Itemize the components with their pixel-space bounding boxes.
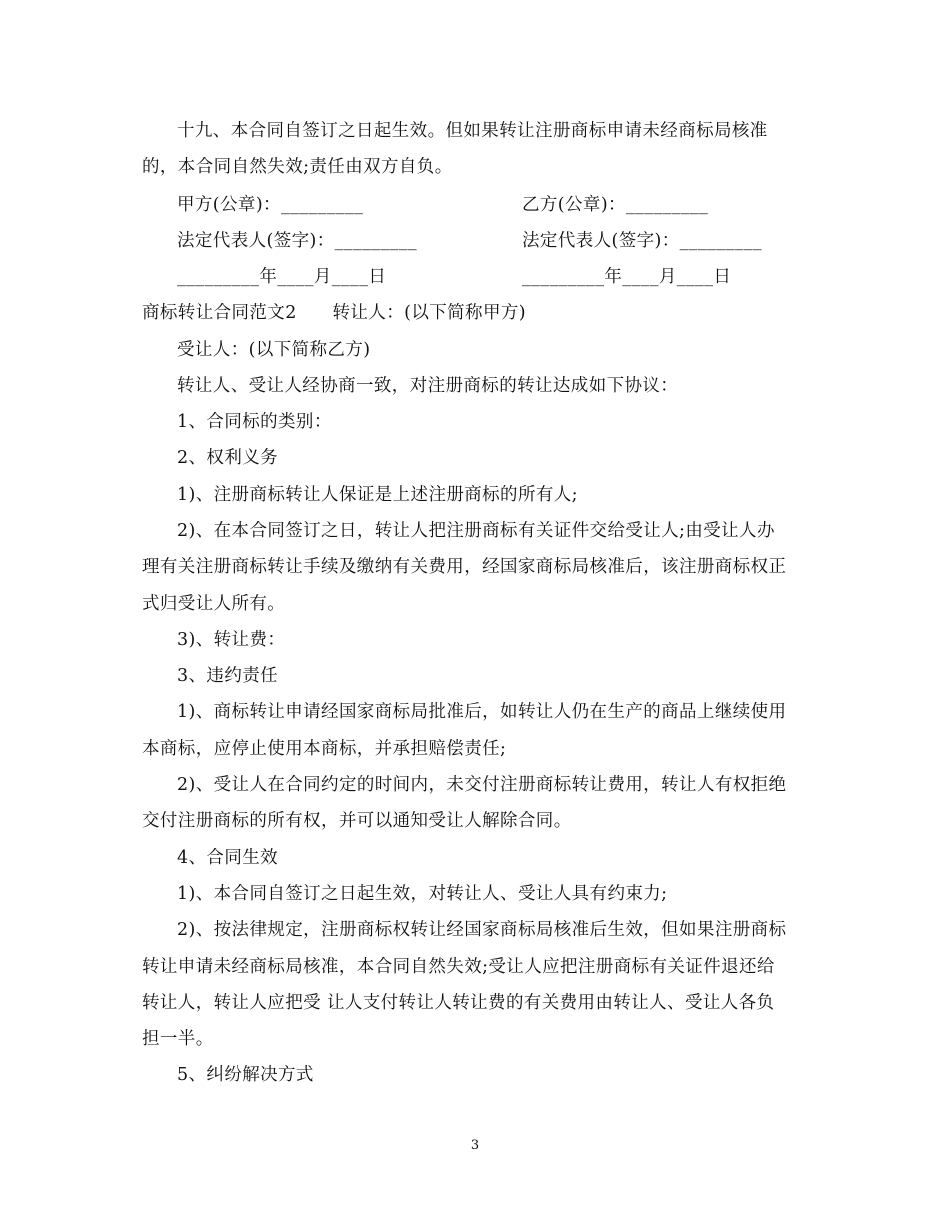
party-a-date: _________年____月____日 [177, 267, 387, 287]
paragraph-line: 2)、按法律规定，注册商标权转让经国家商标局核准后生效，但如果注册商标 [177, 920, 787, 940]
paragraph-line: 1)、商标转让申请经国家商标局批准后，如转让人仍在生产的商品上继续使用 [177, 702, 787, 722]
paragraph-line: 1、合同标的类别： [177, 412, 332, 432]
paragraph-line: 交付注册商标的所有权，并可以通知受让人解除合同。 [142, 811, 572, 831]
paragraph-line: 转让人，转让人应把受 让人支付转让人转让费的有关费用由转让人、受让人各负 [142, 993, 775, 1013]
party-a-representative: 法定代表人(签字)：_________ [177, 231, 418, 251]
party-b-representative: 法定代表人(签字)：_________ [522, 231, 763, 251]
paragraph-line: 3)、转让费： [177, 630, 286, 650]
paragraph-line: 理有关注册商标转让手续及缴纳有关费用，经国家商标局核准后，该注册商标权正 [142, 557, 787, 577]
paragraph-line: 转让人、受让人经协商一致，对注册商标的转让达成如下协议： [177, 376, 679, 396]
paragraph-line: 的，本合同自然失效;责任由双方自负。 [142, 157, 453, 177]
party-a-seal: 甲方(公章)：_________ [177, 195, 364, 215]
paragraph-line: 2)、在本合同签订之日，转让人把注册商标有关证件交给受让人;由受让人办 [177, 521, 775, 541]
paragraph-line: 3、违约责任 [177, 666, 279, 686]
party-b-seal: 乙方(公章)：_________ [522, 195, 709, 215]
paragraph-line: 十九、本合同自签订之日起生效。但如果转让注册商标申请未经商标局核准 [177, 121, 768, 141]
paragraph-line: 1)、注册商标转让人保证是上述注册商标的所有人; [177, 485, 578, 505]
paragraph-line: 本商标，应停止使用本商标，并承担赔偿责任; [142, 739, 507, 759]
page-number: 3 [470, 1138, 480, 1153]
paragraph-line: 式归受让人所有。 [142, 594, 286, 614]
paragraph-line: 4、合同生效 [177, 848, 279, 868]
section-heading: 商标转让合同范文2 转让人：(以下简称甲方) [142, 303, 526, 323]
paragraph-line: 担一半。 [142, 1029, 214, 1049]
paragraph-line: 1)、本合同自签订之日起生效，对转让人、受让人具有约束力; [177, 884, 668, 904]
paragraph-line: 5、纠纷解决方式 [177, 1065, 314, 1085]
paragraph-line: 2)、受让人在合同约定的时间内，未交付注册商标转让费用，转让人有权拒绝 [177, 775, 787, 795]
paragraph-line: 受让人：(以下简称乙方) [177, 340, 371, 360]
party-b-date: _________年____月____日 [522, 267, 732, 287]
paragraph-line: 转让申请未经商标局核准，本合同自然失效;受让人应把注册商标有关证件退还给 [142, 957, 775, 977]
paragraph-line: 2、权利义务 [177, 448, 279, 468]
